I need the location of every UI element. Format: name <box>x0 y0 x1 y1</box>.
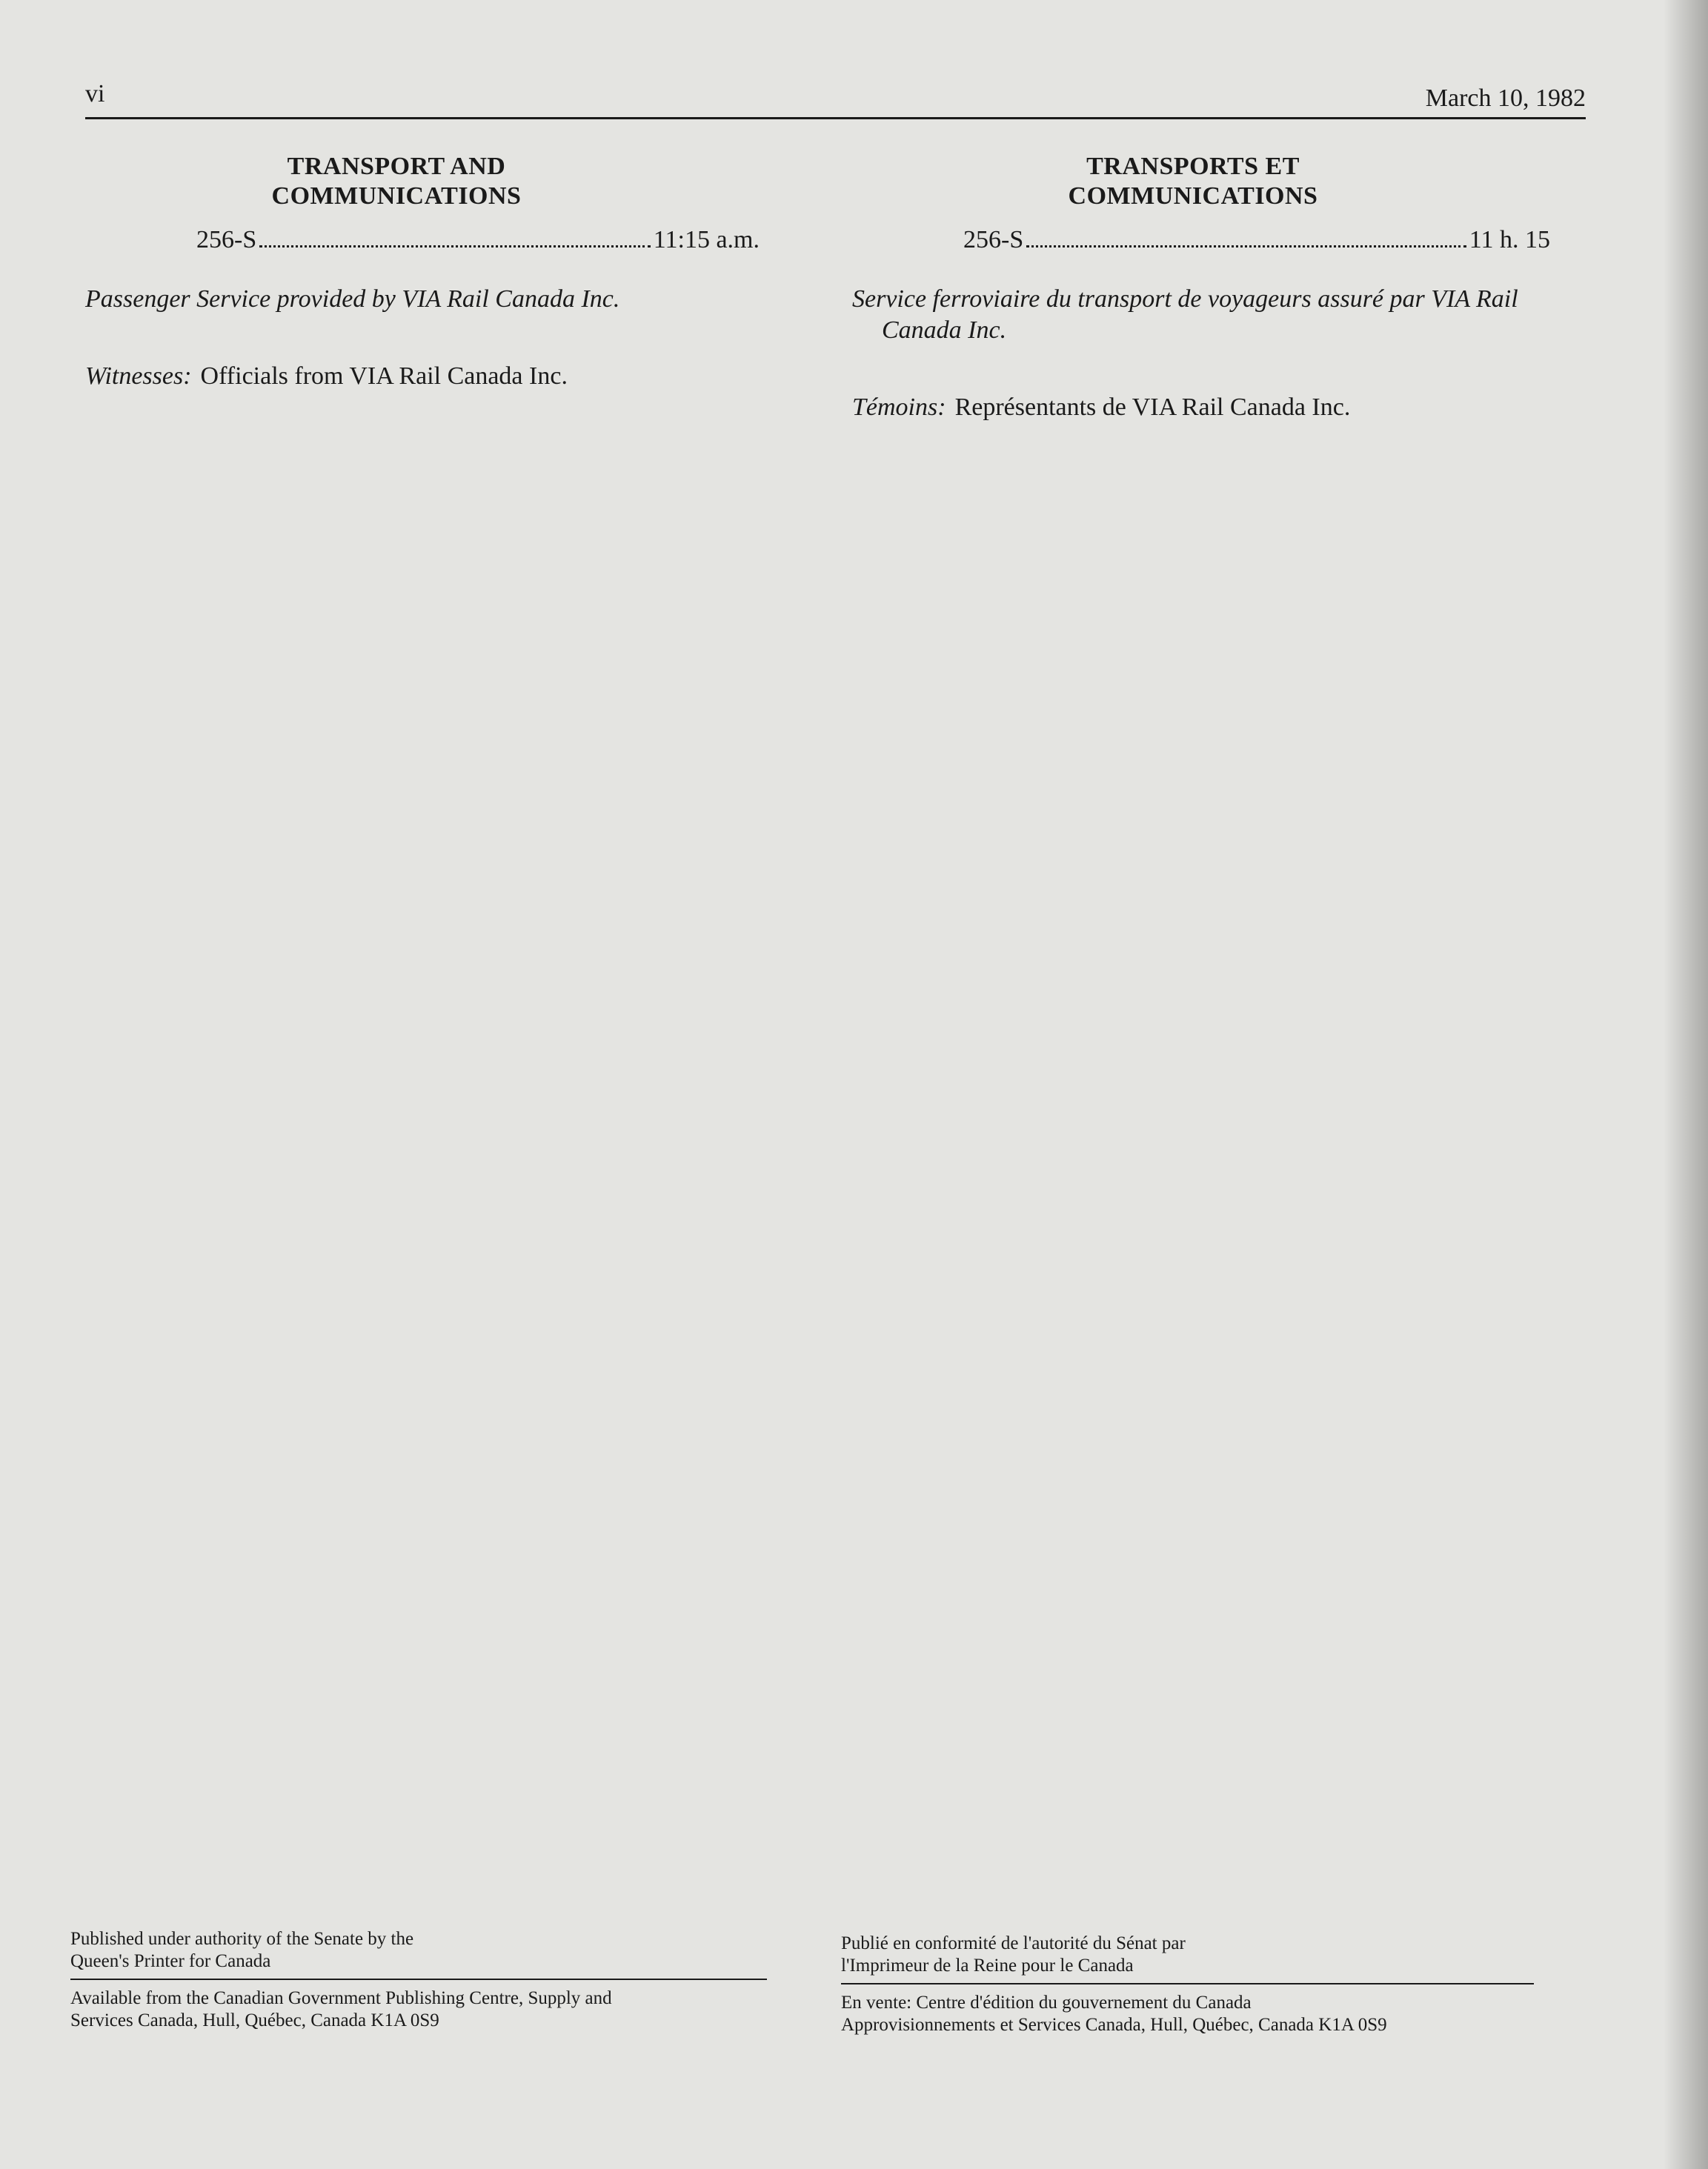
available-line1: En vente: Centre d'édition du gouvernement du Canada <box>841 1993 1252 2013</box>
witnesses-text: Officials from VIA Rail Canada Inc. <box>200 362 568 390</box>
left-column-english <box>85 152 760 392</box>
room-number: 256-S <box>196 226 257 253</box>
header-rule <box>85 117 1586 119</box>
witnesses-text: Représentants de VIA Rail Canada Inc. <box>954 393 1351 421</box>
dot-leader <box>1026 245 1466 248</box>
page-date: March 10, 1982 <box>1425 84 1586 112</box>
available-line2: Services Canada, Hull, Québec, Canada K1A 0S9 <box>70 2010 439 2030</box>
room-number: 256-S <box>963 226 1024 253</box>
witnesses-line <box>85 361 708 392</box>
meeting-subject: Service ferroviaire du transport de voyageurs assuré par VIA Rail Canada Inc. <box>852 285 1518 344</box>
witnesses-line <box>852 392 1556 423</box>
committee-heading <box>852 152 1534 211</box>
footer-rule <box>70 1979 767 1980</box>
witnesses-label: Witnesses: <box>85 362 192 390</box>
witnesses-label: Témoins: <box>852 393 946 421</box>
footer-rule <box>841 1983 1534 1984</box>
room-time-line <box>196 226 760 254</box>
right-column-french <box>852 152 1556 423</box>
available-line2: Approvisionnements et Services Canada, Hull, Québec, Canada K1A 0S9 <box>841 2015 1387 2035</box>
footer-french <box>841 1933 1534 2036</box>
dot-leader <box>259 245 651 248</box>
meeting-time: 11:15 a.m. <box>653 226 760 253</box>
room-time-line <box>963 226 1550 254</box>
committee-heading <box>85 152 708 211</box>
footer-english <box>70 1928 767 2032</box>
available-line1: Available from the Canadian Government Publishing Centre, Supply and <box>70 1988 612 2008</box>
page-number: vi <box>85 80 105 107</box>
published-line2: l'Imprimeur de la Reine pour le Canada <box>841 1956 1134 1976</box>
committee-heading-line2: COMMUNICATIONS <box>1068 182 1318 210</box>
committee-heading-line1: TRANSPORT AND <box>287 153 506 180</box>
committee-heading-line2: COMMUNICATIONS <box>271 182 522 210</box>
committee-heading-line1: TRANSPORTS ET <box>1086 153 1300 180</box>
page-edge-shadow <box>1664 0 1708 2169</box>
published-line1: Publié en conformité de l'autorité du Sénat par <box>841 1933 1186 1953</box>
meeting-time: 11 h. 15 <box>1469 226 1550 253</box>
published-line1: Published under authority of the Senate by the <box>70 1929 414 1949</box>
meeting-subject: Passenger Service provided by VIA Rail Canada Inc. <box>85 285 620 313</box>
published-line2: Queen's Printer for Canada <box>70 1951 271 1971</box>
